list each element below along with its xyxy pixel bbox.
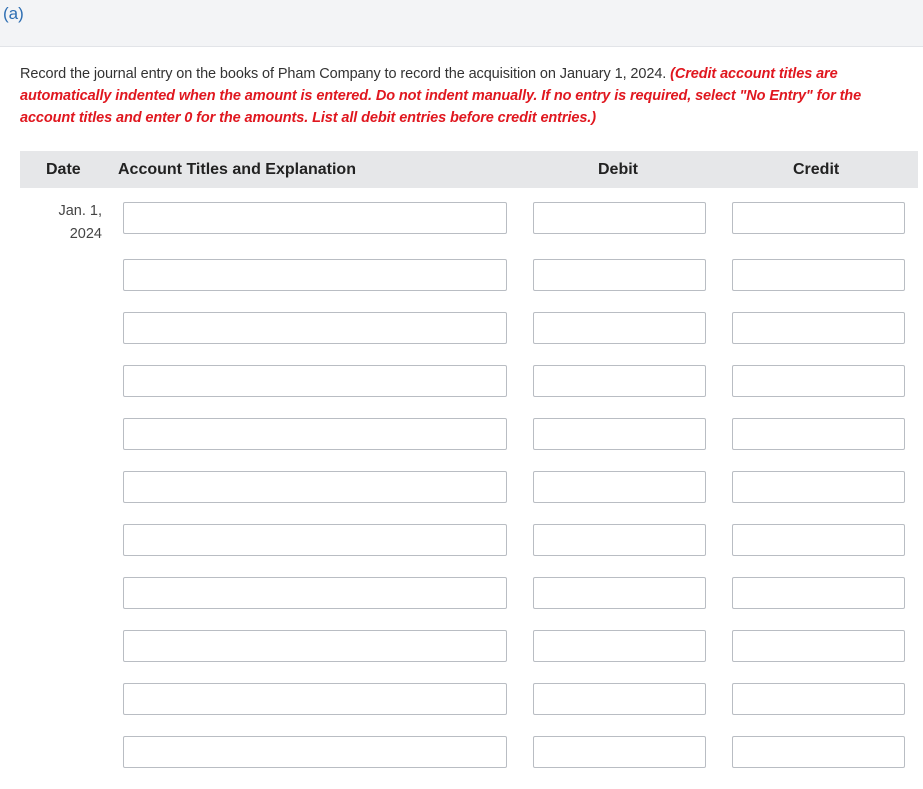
debit-input[interactable] — [533, 365, 706, 397]
date-column-header: Date — [46, 161, 81, 178]
debit-input[interactable] — [533, 202, 706, 234]
debit-input[interactable] — [533, 683, 706, 715]
credit-input[interactable] — [732, 683, 905, 715]
debit-input[interactable] — [533, 524, 706, 556]
debit-input[interactable] — [533, 259, 706, 291]
journal-row — [0, 524, 923, 558]
credit-input[interactable] — [732, 524, 905, 556]
journal-row — [0, 630, 923, 664]
credit-column-header: Credit — [793, 161, 840, 178]
account-title-input[interactable] — [123, 365, 507, 397]
account-title-input[interactable] — [123, 202, 507, 234]
account-title-input[interactable] — [123, 577, 507, 609]
account-title-input[interactable] — [123, 736, 507, 768]
debit-column-header: Debit — [598, 161, 638, 178]
account-title-input[interactable] — [123, 683, 507, 715]
journal-row — [0, 736, 923, 770]
credit-input[interactable] — [732, 418, 905, 450]
instructions — [20, 63, 915, 129]
account-title-input[interactable] — [123, 630, 507, 662]
credit-input[interactable] — [732, 577, 905, 609]
journal-row — [0, 259, 923, 293]
account-title-input[interactable] — [123, 471, 507, 503]
credit-input[interactable] — [732, 471, 905, 503]
account-column-header: Account Titles and Explanation — [118, 161, 356, 178]
credit-input[interactable] — [732, 312, 905, 344]
credit-input[interactable] — [732, 202, 905, 234]
credit-input[interactable] — [732, 259, 905, 291]
debit-input[interactable] — [533, 312, 706, 344]
debit-input[interactable] — [533, 418, 706, 450]
credit-input[interactable] — [732, 736, 905, 768]
debit-input[interactable] — [533, 577, 706, 609]
part-header — [0, 0, 923, 47]
journal-row — [0, 683, 923, 717]
part-label: (a) — [3, 4, 24, 23]
instructions-text: Record the journal entry on the books of Pham Company to record the acquisition on January 1, 2024. — [20, 66, 671, 82]
journal-row — [0, 312, 923, 346]
credit-input[interactable] — [732, 630, 905, 662]
journal-table-header — [20, 151, 918, 188]
account-title-input[interactable] — [123, 524, 507, 556]
journal-row — [0, 577, 923, 611]
account-title-input[interactable] — [123, 312, 507, 344]
journal-row — [0, 202, 923, 236]
instructions-note: (Credit account titles are automatically indented when the amount is entered. Do not indent manually. If no entry is required, select "No Entry" for the account titles and enter 0 for the amounts. List all debit entries before credit entries.) — [20, 66, 862, 126]
account-title-input[interactable] — [123, 259, 507, 291]
entry-date-line2: 2024 — [69, 226, 102, 242]
journal-row — [0, 471, 923, 505]
debit-input[interactable] — [533, 630, 706, 662]
entry-date-line1: Jan. 1, — [58, 203, 102, 219]
debit-input[interactable] — [533, 471, 706, 503]
debit-input[interactable] — [533, 736, 706, 768]
account-title-input[interactable] — [123, 418, 507, 450]
credit-input[interactable] — [732, 365, 905, 397]
journal-row — [0, 365, 923, 399]
journal-row — [0, 418, 923, 452]
